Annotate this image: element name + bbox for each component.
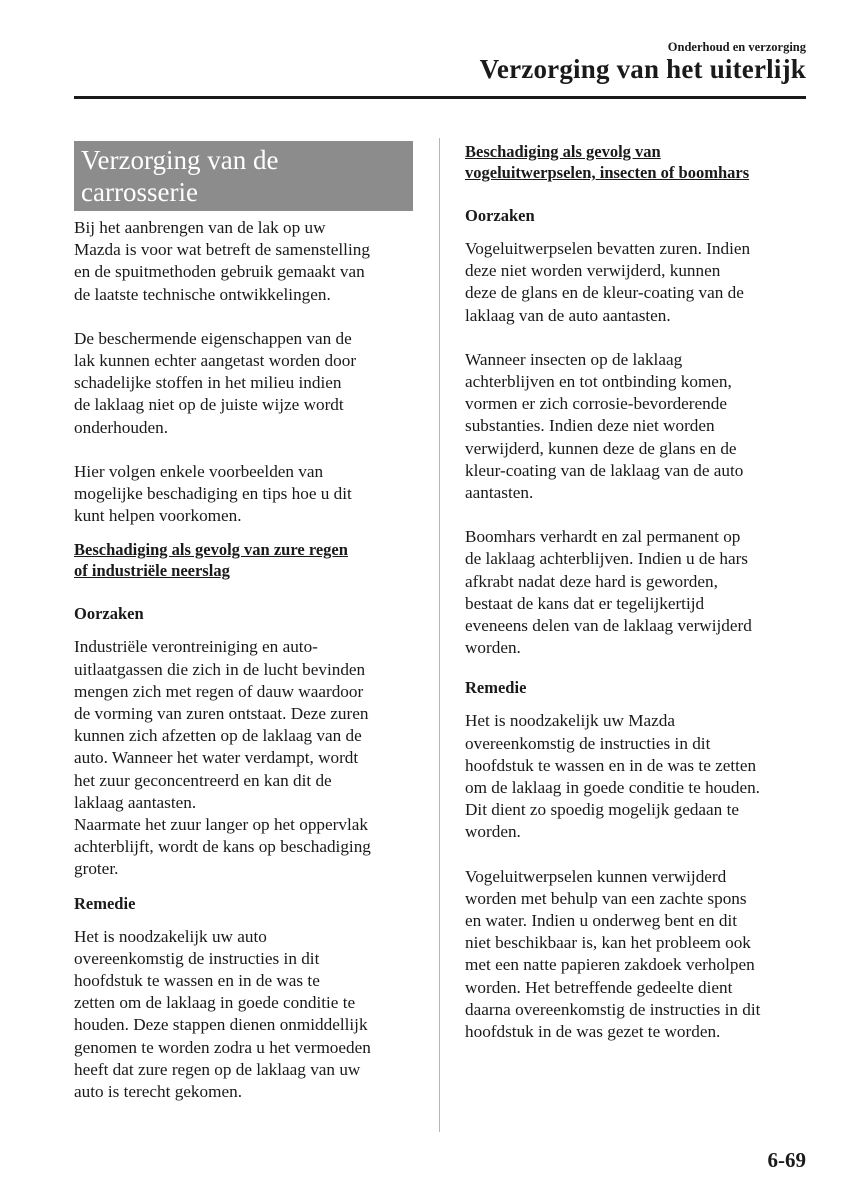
page-number: 6-69 xyxy=(767,1148,806,1172)
acid-rain-cause-text: Industriële verontreiniging en auto- uitlaatgassen die zich in de lucht bevinden mengen zich met regen of dauw waardoor de vorming van zuren ontstaat. Deze zuren kunnen zich afzetten op de laklaag van de auto. Wanneer het water verdampt, wordt het zuur geconcentreerd en kan dit de laklaag aantasten. Naarmate het zuur langer op het oppervlak achterblijft, wordt de kans op beschadiging groter. xyxy=(74,637,371,879)
remedy-paragraph-2: Vogeluitwerpselen kunnen verwijderd worden met behulp van een zachte spons en water. Indien u onderweg bent en dit niet beschikbaar is, kan het probleem ook met een natte papieren zakdoek verholpen worden. Het betreffende gedeelte dient daarna overeenkomstig de instructies in dit hoofdstuk in de was gezet te worden. xyxy=(465,866,761,1042)
bird-droppings-subheading: Beschadiging als gevolg van vogeluitwerpselen, insecten of boomhars xyxy=(465,142,750,182)
remedy-paragraph-1: Het is noodzakelijk uw Mazda overeenkomstig de instructies in dit hoofdstuk te wassen en in de was te zetten om de laklaag in goede conditie te houden. Dit dient zo spoedig mogelijk gedaan te worden. xyxy=(465,711,760,842)
intro-paragraph-1: Bij het aanbrengen van de lak op uw Mazda is voor wat betreft de samenstelling en de spuitmethoden gebruik gemaakt van de laatste technische ontwikkelingen. xyxy=(74,218,370,304)
bird-droppings-remedy-heading: Remedie xyxy=(465,678,527,698)
acid-rain-remedy-text: Het is noodzakelijk uw auto overeenkomstig de instructies in dit hoofdstuk te wassen en in de was te zetten om de laklaag in goede conditie te houden. Deze stappen dienen onmiddellijk genomen te worden zodra u het vermoeden heeft dat zure regen op de laklaag van uw auto is terecht gekomen. xyxy=(74,926,371,1102)
section-title-text: Verzorging van de carrosserie xyxy=(81,145,279,207)
page-title: Verzorging van het uiterlijk xyxy=(479,54,806,84)
acid-rain-remedy-heading: Remedie xyxy=(74,893,136,913)
intro-paragraph-3: Hier volgen enkele voorbeelden van mogelijke beschadiging en tips hoe u dit kunt helpen voorkomen. xyxy=(74,461,352,526)
header-rule xyxy=(74,96,806,99)
acid-rain-cause-heading: Oorzaken xyxy=(74,604,144,624)
intro-paragraph-2: De beschermende eigenschappen van de lak kunnen echter aangetast worden door schadelijke stoffen in het milieu indien de laklaag niet op de juiste wijze wordt onderhouden. xyxy=(74,328,357,437)
cause-paragraph-1: Vogeluitwerpselen bevatten zuren. Indien deze niet worden verwijderd, kunnen deze de glans en de kleur-coating van de laklaag van de auto aantasten. xyxy=(465,239,751,325)
cause-paragraph-2: Wanneer insecten op de laklaag achterblijven en tot ontbinding komen, vormen er zich corrosie-bevorderende substanties. Indien deze niet worden verwijderd, kunnen deze de glans en de kleur-coating van de laklaag van de auto aantasten. xyxy=(465,349,744,503)
section-title xyxy=(74,141,413,211)
bird-droppings-cause-heading: Oorzaken xyxy=(465,206,535,225)
right-column xyxy=(465,141,810,1043)
cause-paragraph-3: Boomhars verhardt en zal permanent op de laklaag achterblijven. Indien u de hars afkrabt nadat deze hard is geworden, bestaat de kans dat er tegelijkertijd eveneens delen van de laklaag verwijderd worden. xyxy=(465,527,752,658)
left-column xyxy=(74,141,419,1103)
column-divider xyxy=(439,138,440,1132)
acid-rain-subheading: Beschadiging als gevolg van zure regen of industriële neerslag xyxy=(74,540,348,581)
chapter-label: Onderhoud en verzorging xyxy=(667,40,806,54)
